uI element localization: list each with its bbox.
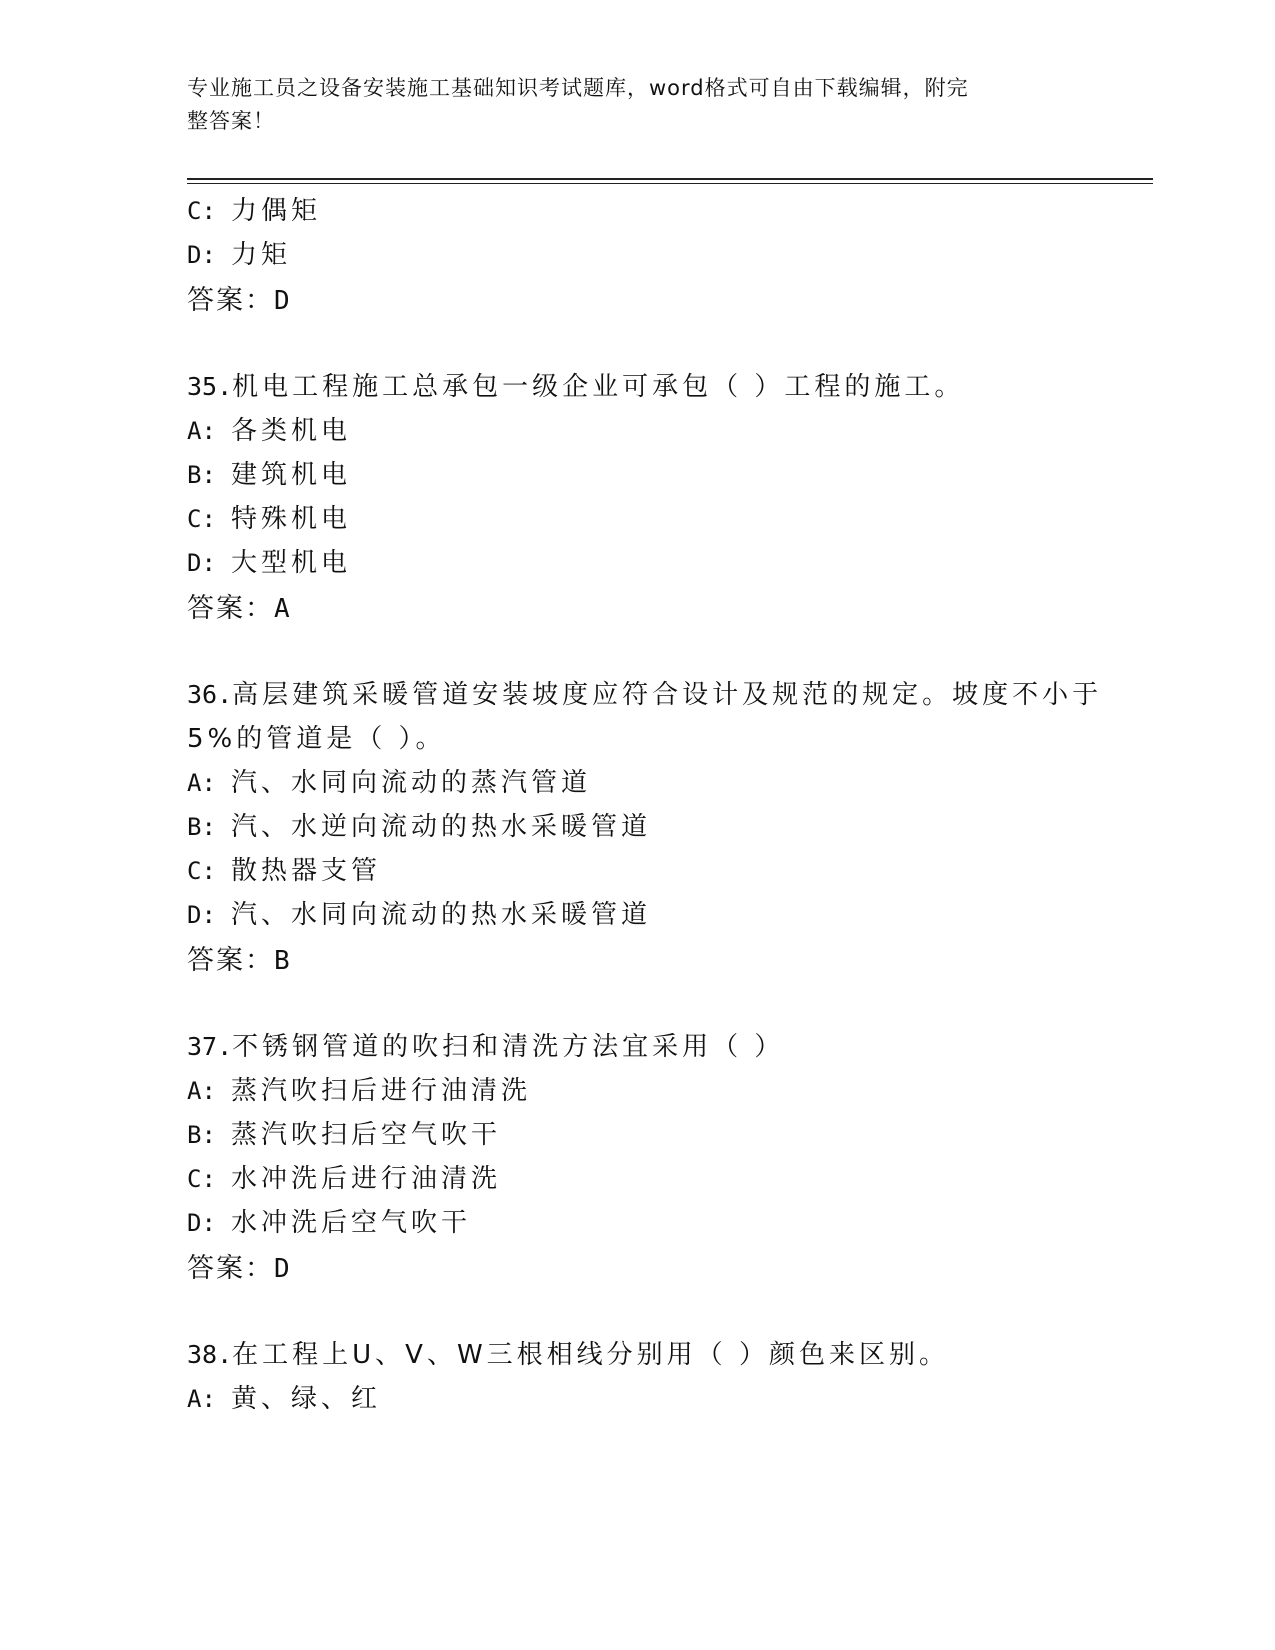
header-line-1: 专业施工员之设备安装施工基础知识考试题库，word格式可自由下载编辑，附完 bbox=[187, 76, 969, 100]
question-number: 38. bbox=[187, 1340, 233, 1369]
option-key: B: bbox=[187, 1121, 216, 1149]
header-divider-top bbox=[187, 178, 1153, 180]
option-text: 建筑机电 bbox=[231, 460, 352, 490]
q37-option-b bbox=[187, 1114, 501, 1151]
option-key: D: bbox=[187, 1209, 216, 1237]
answer-value: B bbox=[274, 946, 292, 976]
question-number: 36. bbox=[187, 680, 233, 709]
q35-option-d bbox=[187, 542, 351, 579]
option-text: 汽、水同向流动的蒸汽管道 bbox=[231, 768, 592, 798]
header-divider-bottom bbox=[187, 183, 1153, 184]
option-key: D: bbox=[187, 901, 216, 929]
answer-value: D bbox=[274, 1254, 292, 1284]
answer-label: 答案： bbox=[187, 593, 274, 624]
q35-option-c bbox=[187, 498, 351, 535]
option-text: 散热器支管 bbox=[231, 856, 382, 886]
question-text: 不锈钢管道的吹扫和清洗方法宜采用（ ） bbox=[232, 1032, 785, 1062]
option-key: A: bbox=[187, 417, 216, 445]
q36-option-b bbox=[187, 806, 651, 843]
option-text: 水冲洗后空气吹干 bbox=[231, 1208, 472, 1238]
answer-value: A bbox=[274, 594, 292, 624]
q38-stem bbox=[187, 1334, 949, 1371]
option-key: C: bbox=[187, 857, 216, 885]
q34-option-c bbox=[187, 190, 321, 227]
q37-answer bbox=[187, 1246, 292, 1285]
option-text: 汽、水逆向流动的热水采暖管道 bbox=[231, 812, 652, 842]
answer-label: 答案： bbox=[187, 1253, 274, 1284]
q37-option-a bbox=[187, 1070, 531, 1107]
option-text: 各类机电 bbox=[231, 416, 352, 446]
option-text: 黄、绿、红 bbox=[231, 1384, 382, 1414]
option-text: 大型机电 bbox=[231, 548, 352, 578]
question-number: 37. bbox=[187, 1032, 233, 1061]
document-header bbox=[187, 72, 1087, 138]
question-number: 35. bbox=[187, 372, 233, 401]
q36-stem-line-1 bbox=[187, 674, 1102, 711]
option-key: C: bbox=[187, 197, 216, 225]
q36-answer bbox=[187, 938, 292, 977]
q35-option-a bbox=[187, 410, 351, 447]
option-text: 水冲洗后进行油清洗 bbox=[231, 1164, 502, 1194]
q37-stem bbox=[187, 1026, 784, 1063]
option-key: D: bbox=[187, 241, 216, 269]
option-text: 蒸汽吹扫后空气吹干 bbox=[231, 1120, 502, 1150]
option-key: B: bbox=[187, 461, 216, 489]
option-key: C: bbox=[187, 1165, 216, 1193]
answer-label: 答案： bbox=[187, 285, 274, 316]
answer-label: 答案： bbox=[187, 945, 274, 976]
option-text: 汽、水同向流动的热水采暖管道 bbox=[231, 900, 652, 930]
option-key: D: bbox=[187, 549, 216, 577]
q37-option-c bbox=[187, 1158, 501, 1195]
option-key: A: bbox=[187, 1077, 216, 1105]
option-key: A: bbox=[187, 1385, 216, 1413]
q35-option-b bbox=[187, 454, 351, 491]
q34-option-d bbox=[187, 234, 291, 271]
option-text: 力偶矩 bbox=[231, 196, 322, 226]
answer-value: D bbox=[274, 286, 292, 316]
q36-option-d bbox=[187, 894, 651, 931]
header-line-2: 整答案！ bbox=[187, 109, 275, 133]
q38-option-a bbox=[187, 1378, 381, 1415]
option-text: 特殊机电 bbox=[231, 504, 352, 534]
q35-answer bbox=[187, 586, 292, 625]
q36-stem-line-2 bbox=[187, 718, 446, 755]
q34-answer bbox=[187, 278, 292, 317]
question-text: 机电工程施工总承包一级企业可承包（ ）工程的施工。 bbox=[232, 372, 965, 402]
option-text: 蒸汽吹扫后进行油清洗 bbox=[231, 1076, 532, 1106]
q37-option-d bbox=[187, 1202, 471, 1239]
option-text: 力矩 bbox=[231, 240, 292, 270]
option-key: A: bbox=[187, 769, 216, 797]
question-text: 高层建筑采暖管道安装坡度应符合设计及规范的规定。坡度不小于 bbox=[232, 680, 1103, 710]
option-key: B: bbox=[187, 813, 216, 841]
question-text: 在工程上U、V、W三根相线分别用（ ）颜色来区别。 bbox=[232, 1340, 949, 1370]
q36-option-c bbox=[187, 850, 381, 887]
q36-option-a bbox=[187, 762, 591, 799]
question-text: 5%的管道是（ ）。 bbox=[187, 724, 446, 754]
option-key: C: bbox=[187, 505, 216, 533]
q35-stem bbox=[187, 366, 964, 403]
